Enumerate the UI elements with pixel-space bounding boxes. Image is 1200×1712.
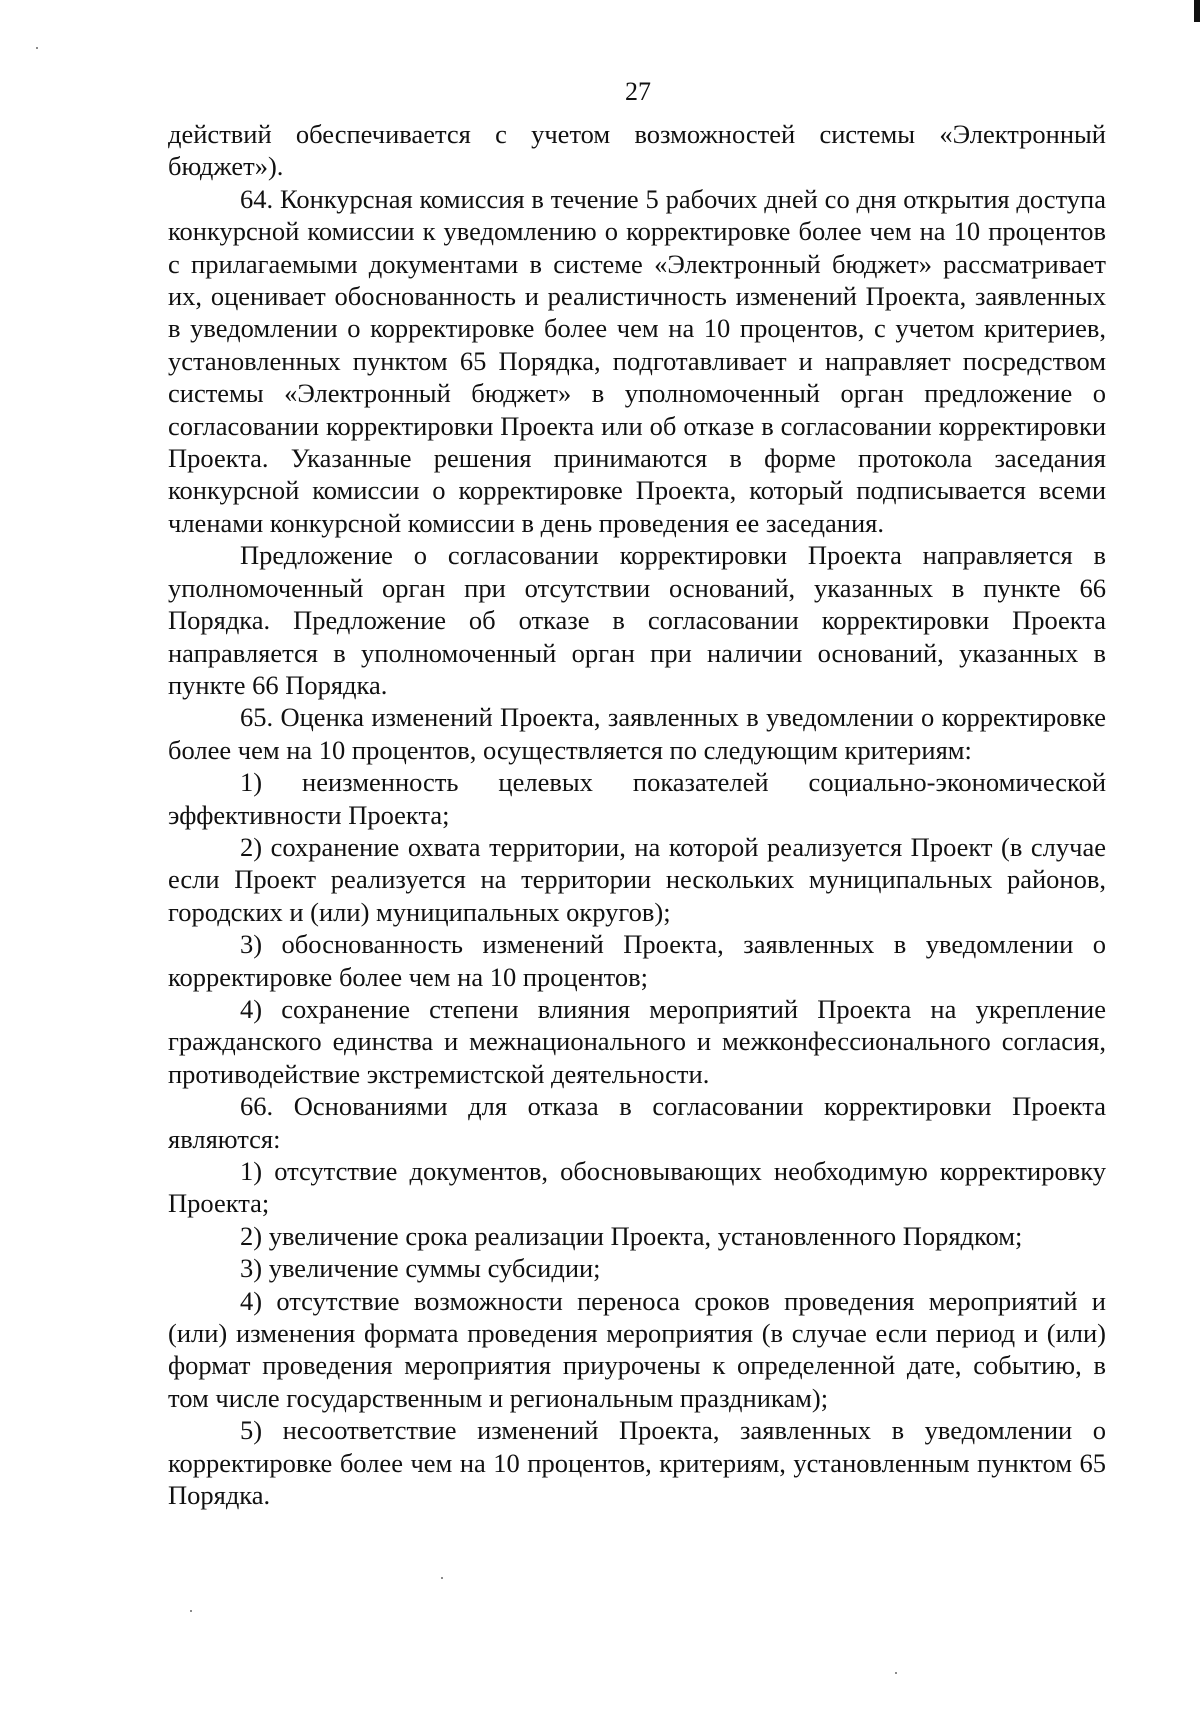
page-number: 27 bbox=[625, 77, 651, 106]
list-item: 3) увеличение суммы субсидии; bbox=[240, 1253, 601, 1284]
list-item: 2) увеличение срока реализации Проекта, установленного Порядком; bbox=[240, 1220, 1023, 1251]
list-item: 1) отсутствие документов, обосновывающих необходимую корректировку Проекта; bbox=[168, 1156, 1106, 1219]
paragraph: действий обеспечивается с учетом возможностей системы «Электронный бюджет»). bbox=[168, 119, 1106, 182]
list-item: 3) обоснованность изменений Проекта, заявленных в уведомлении о корректировке более чем на 10 процентов; bbox=[168, 929, 1106, 992]
scan-speck bbox=[36, 47, 38, 49]
paragraph-section-64: 64. Конкурсная комиссия в течение 5 рабочих дней со дня открытия доступа конкурсной комиссии к уведомлению о корректировке более чем на 10 процентов с прилагаемыми документами в системе «Электронный бюджет» рассматривает их, оценивает обоснованность и реалистичность изменений Проекта, заявленных в уведомлении о корректировке более чем на 10 процентов, с учетом критериев, установленных пунктом 65 Порядка, подготавливает и направляет посредством системы «Электронный бюджет» в уполномоченный орган предложение о согласовании корректировки Проекта или об отказе в согласовании корректировки Проекта. Указанные решения принимаются в форме протокола заседания конкурсной комиссии о корректировке Проекта, который подписывается всеми членами конкурсной комиссии в день проведения ее заседания. bbox=[168, 183, 1106, 538]
scan-speck bbox=[441, 1577, 443, 1579]
scan-speck bbox=[190, 1610, 192, 1612]
document-body bbox=[168, 118, 1106, 1511]
paragraph: Предложение о согласовании корректировки Проекта направляется в уполномоченный орган при отсутствии оснований, указанных в пункте 66 Порядка. Предложение об отказе в согласовании корректировки Проекта направляется в уполномоченный орган при наличии оснований, указанных в пункте 66 Порядка. bbox=[168, 540, 1106, 700]
paragraph-section-66: 66. Основаниями для отказа в согласовании корректировки Проекта являются: bbox=[168, 1091, 1106, 1154]
list-item: 5) несоответствие изменений Проекта, заявленных в уведомлении о корректировке более чем на 10 процентов, критериям, установленным пунктом 65 Порядка. bbox=[168, 1415, 1106, 1511]
paragraph-section-65: 65. Оценка изменений Проекта, заявленных в уведомлении о корректировке более чем на 10 процентов, осуществляется по следующим критериям: bbox=[168, 702, 1106, 765]
list-item: 4) сохранение степени влияния мероприятий Проекта на укрепление гражданского единства и межнационального и межконфессионального согласия, противодействие экстремистской деятельности. bbox=[168, 993, 1106, 1089]
list-item: 4) отсутствие возможности переноса сроков проведения мероприятий и (или) изменения формата проведения мероприятия (в случае если период и (или) формат проведения мероприятия приурочены к определенной дате, событию, в том числе государственным и региональным праздникам); bbox=[168, 1285, 1106, 1413]
scan-speck bbox=[895, 1672, 897, 1674]
list-item: 2) сохранение охвата территории, на которой реализуется Проект (в случае если Проект реализуется на территории нескольких муниципальных районов, городских и (или) муниципальных округов); bbox=[168, 831, 1106, 927]
list-item: 1) неизменность целевых показателей социально-экономической эффективности Проекта; bbox=[168, 767, 1106, 830]
scan-edge-mark bbox=[1194, 0, 1200, 22]
